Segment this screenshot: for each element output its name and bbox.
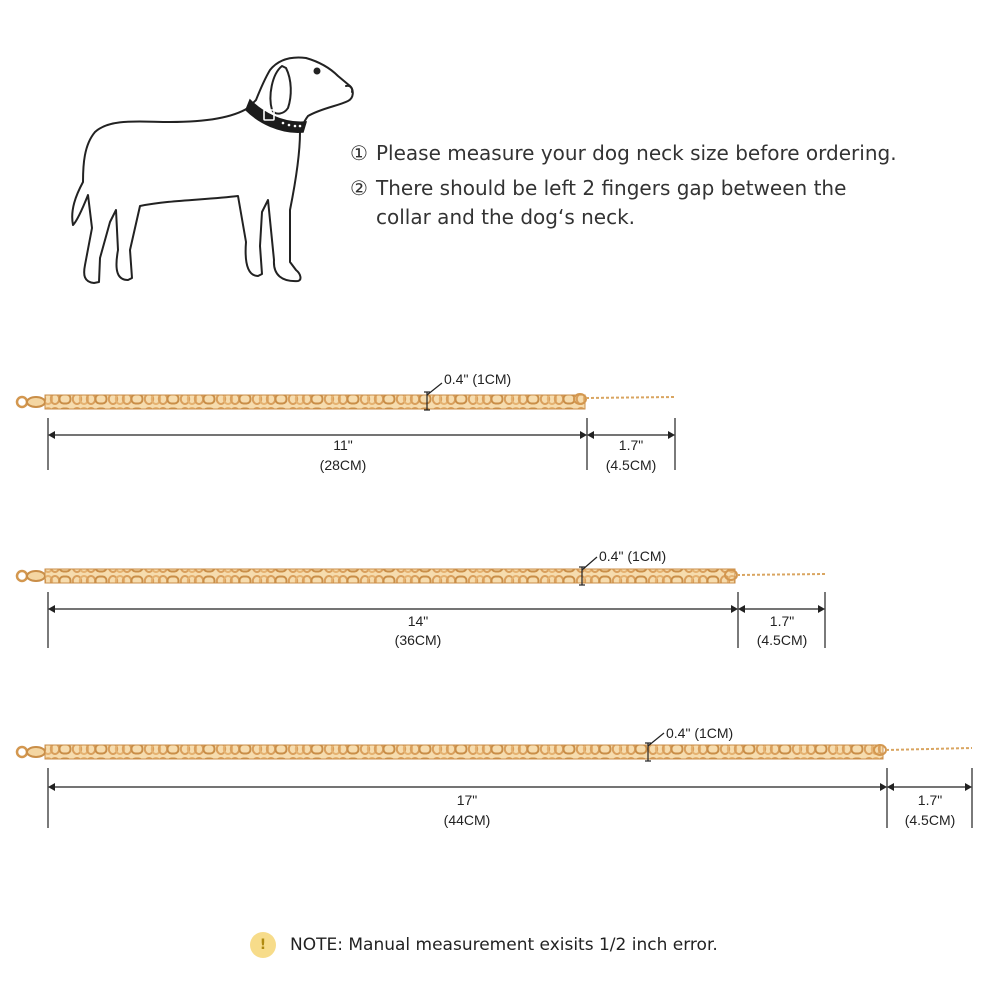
- chain-3-width-label: 0.4" (1CM): [666, 725, 734, 741]
- chain-3-length-cm: (44CM): [443, 812, 491, 828]
- chain-1-width-label: 0.4" (1CM): [444, 371, 512, 387]
- chain-1-extender: [586, 397, 675, 398]
- dog-outline-icon: [72, 58, 353, 284]
- chain-2-body: [45, 569, 735, 583]
- chain-2-length-cm: (36CM): [394, 632, 442, 648]
- chain-3-extender: [886, 748, 972, 750]
- chain-2-width-label: 0.4" (1CM): [599, 548, 667, 564]
- note-text: NOTE: Manual measurement exisits 1/2 inch error.: [290, 935, 718, 955]
- chain-3-extender-label: 1.7": [917, 792, 943, 808]
- warning-icon: !: [250, 932, 276, 958]
- chain-2-extender: [737, 574, 825, 575]
- chain-1-extender-cm: (4.5CM): [605, 457, 657, 473]
- chain-2-extender-label: 1.7": [769, 613, 795, 629]
- chain-1-length-label: 11": [333, 437, 353, 453]
- chain-1: [17, 371, 675, 473]
- instruction-2-text-b: collar and the dog‘s neck.: [376, 205, 636, 229]
- instruction-1-text: Please measure your dog neck size before ordering.: [376, 141, 897, 165]
- chain-3-clasp: [17, 747, 45, 757]
- chain-1-body: [45, 395, 585, 409]
- instruction-1-marker: ①: [350, 141, 368, 165]
- chain-3: [17, 725, 972, 828]
- chain-2-extender-cm: (4.5CM): [756, 632, 808, 648]
- chain-1-length-cm: (28CM): [319, 457, 367, 473]
- chain-3-length-label: 17": [456, 792, 478, 808]
- chain-3-body: [45, 745, 883, 759]
- instruction-2-text-a: There should be left 2 fingers gap between the: [376, 176, 847, 200]
- note: [250, 931, 718, 959]
- chain-3-dimension-lines: [48, 768, 972, 828]
- chain-2: [17, 548, 825, 648]
- chain-1-clasp: [17, 397, 45, 407]
- chain-2-clasp: [17, 571, 45, 581]
- chain-3-extender-cm: (4.5CM): [904, 812, 956, 828]
- instruction-2-marker: ②: [350, 176, 368, 200]
- chain-2-length-label: 14": [407, 613, 429, 629]
- chain-1-extender-label: 1.7": [618, 437, 644, 453]
